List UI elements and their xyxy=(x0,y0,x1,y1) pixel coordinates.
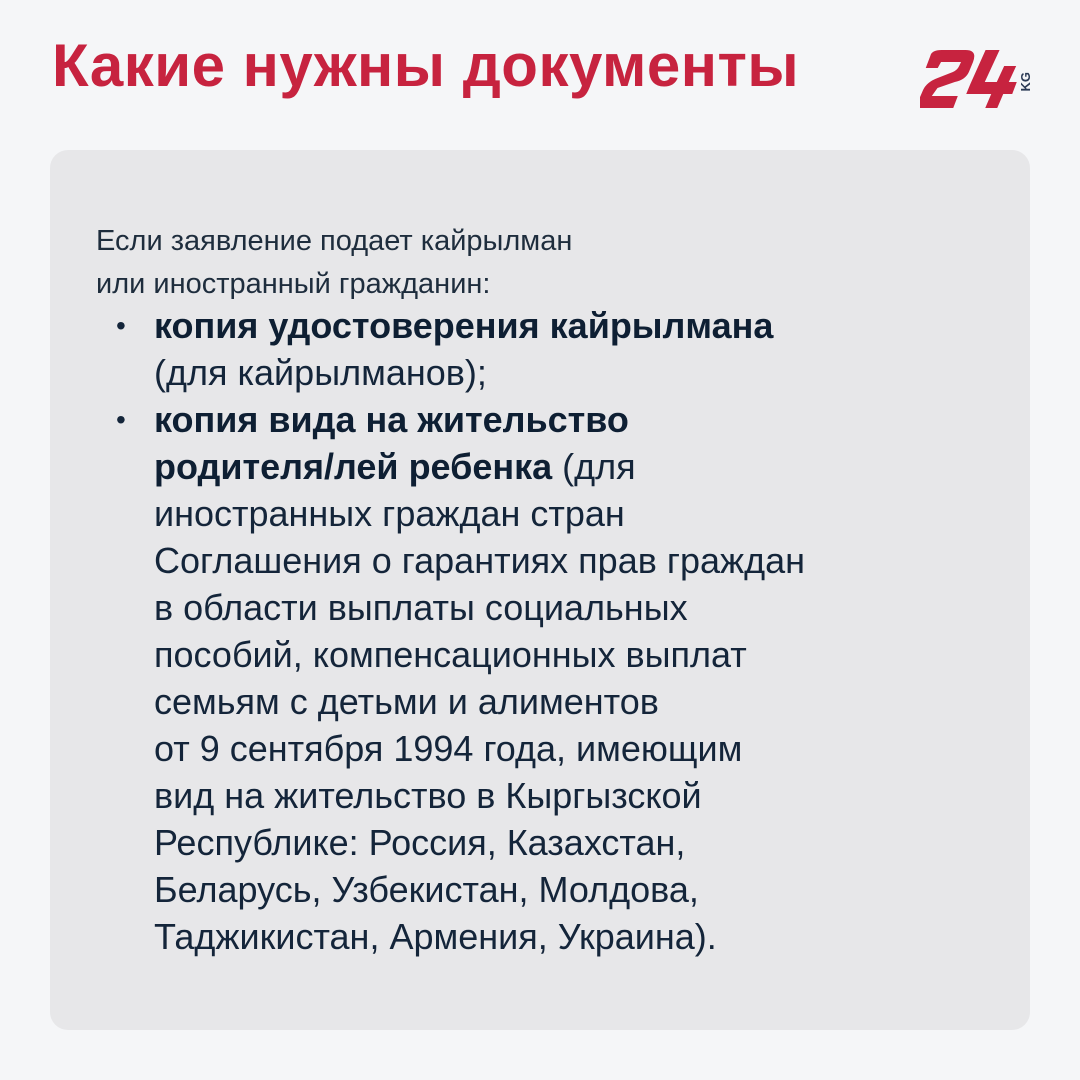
24kg-logo xyxy=(920,48,1036,114)
bullet-icon: • xyxy=(116,404,126,435)
item-text: Беларусь, Узбекистан, Молдова, xyxy=(154,869,699,910)
page-title: Какие нужны документы xyxy=(52,32,800,99)
item-text: семьям с детьми и алиментов xyxy=(154,681,659,722)
item-bold-text: родителя/лей ребенка xyxy=(154,446,553,487)
item-text: в области выплаты социальных xyxy=(154,587,688,628)
item-bold-text: копия удостоверения кайрылмана xyxy=(154,305,774,346)
item-line xyxy=(154,443,1016,490)
item-text: пособий, компенсационных выплат xyxy=(154,634,747,675)
item-text: от 9 сентября 1994 года, имеющим xyxy=(154,728,743,769)
list-item xyxy=(116,302,1016,396)
list-item xyxy=(116,396,1016,960)
item-text: Соглашения о гарантиях прав граждан xyxy=(154,540,806,581)
intro-line: Если заявление подает кайрылман xyxy=(96,225,573,257)
logo-suffix: KG xyxy=(1018,72,1033,92)
item-text: вид на жительство в Кыргызской xyxy=(154,775,702,816)
item-text: (для xyxy=(552,446,636,487)
item-text: иностранных граждан стран xyxy=(154,493,625,534)
intro-text xyxy=(96,220,572,306)
item-bold-text: копия вида на жительство xyxy=(154,399,629,440)
item-text: Таджикистан, Армения, Украина). xyxy=(154,916,717,957)
bullet-icon: • xyxy=(116,310,126,341)
intro-line: или иностранный гражданин: xyxy=(96,268,491,300)
documents-list xyxy=(116,302,1016,960)
item-text: (для кайрылманов); xyxy=(154,352,487,393)
item-text: Республике: Россия, Казахстан, xyxy=(154,822,686,863)
